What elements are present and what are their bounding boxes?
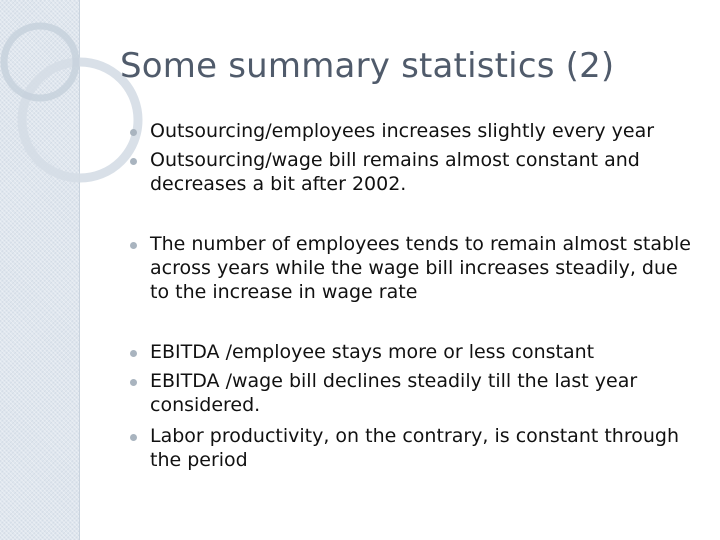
bullet-icon	[130, 350, 137, 357]
bullet-text: EBITDA /employee stays more or less constant	[150, 341, 595, 363]
bullet-icon	[130, 129, 137, 136]
bullet-item	[150, 340, 698, 364]
bullet-text: EBITDA /wage bill declines steadily till the last year considered.	[150, 370, 638, 416]
bullet-item	[150, 232, 698, 304]
bullet-item	[150, 424, 698, 472]
bullet-text: The number of employees tends to remain almost stable across years while the wage bill increases steadily, due to the increase in wage rate	[150, 233, 691, 303]
bullet-icon	[130, 158, 137, 165]
bullet-icon	[130, 379, 137, 386]
bullet-icon	[130, 434, 137, 441]
bullet-text: Labor productivity, on the contrary, is constant through the period	[150, 425, 680, 471]
bullet-text: Outsourcing/employees increases slightly every year	[150, 120, 655, 142]
bullet-icon	[130, 242, 137, 249]
bullet-item	[150, 119, 698, 143]
bullet-item	[150, 369, 698, 417]
slide-title: Some summary statistics (2)	[120, 46, 615, 86]
bullet-item	[150, 148, 698, 196]
bullet-text: Outsourcing/wage bill remains almost constant and decreases a bit after 2002.	[150, 149, 640, 195]
